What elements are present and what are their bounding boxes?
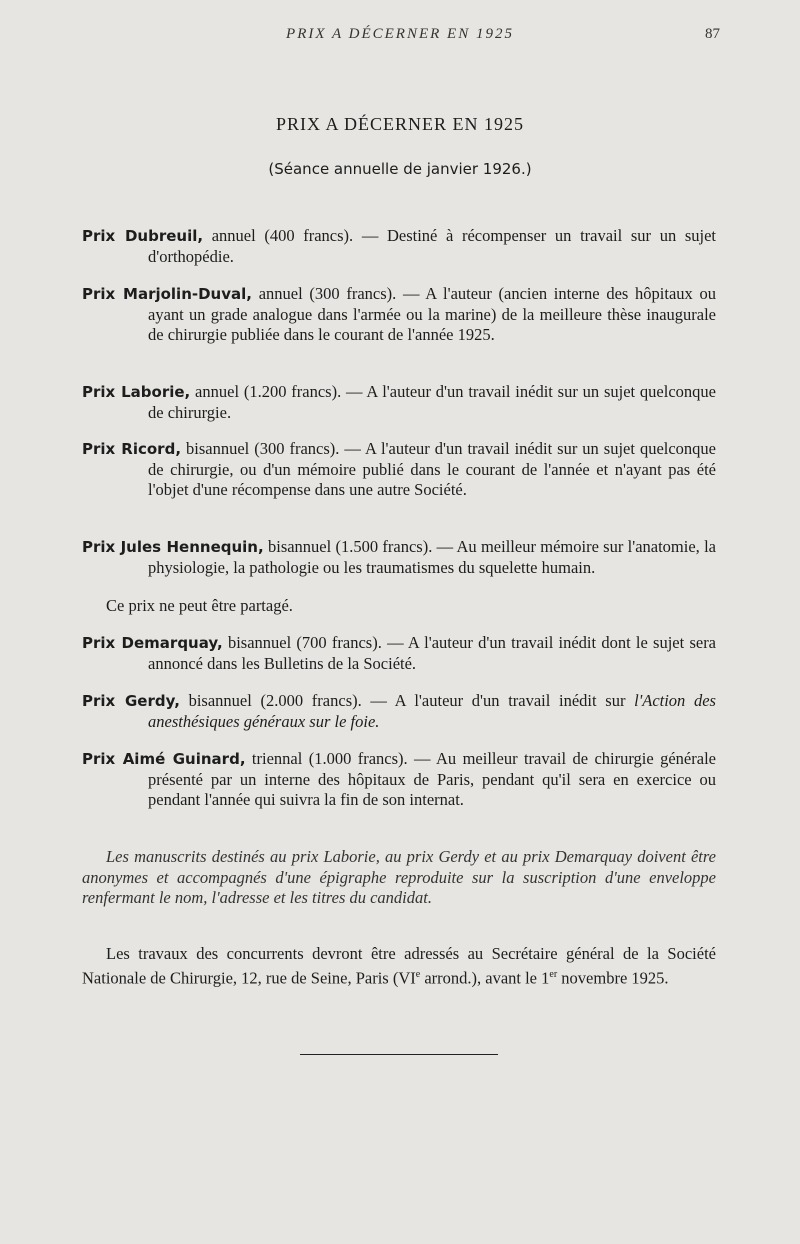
prize-demarquay xyxy=(82,633,716,674)
manuscripts-note: Les manuscrits destinés au prix Laborie, au prix Gerdy et au prix Demarquay doivent être anonymes et accompagnés d'une épigraphe reproduite sur la suscription d'une enveloppe renfermant le nom, l'adresse et les titres du candidat. xyxy=(82,847,716,908)
prize-description: bisannuel (1.500 francs). — Au meilleur mémoire sur l'anatomie, la physiologie, la pathologie ou les traumatismes du squelette humain. xyxy=(148,537,716,577)
prize-dubreuil xyxy=(82,226,716,267)
prize-gerdy xyxy=(82,691,716,732)
submission-text: arrond.), avant le 1 xyxy=(420,968,550,988)
submission-text: novembre 1925. xyxy=(557,968,669,988)
prize-laborie xyxy=(82,382,716,423)
prize-description: triennal (1.000 francs). — Au meilleur travail de chirurgie générale présenté par un interne des hôpitaux de Paris, pendant qu'il sera en exercice ou pendant l'année qui suivra la fin de son internat. xyxy=(148,749,716,810)
prize-name: Prix Laborie, xyxy=(82,383,191,401)
prize-name: Prix Ricord, xyxy=(82,440,182,458)
prize-description: bisannuel (2.000 francs). — A l'auteur d'un travail inédit sur xyxy=(179,691,635,710)
prize-jules-hennequin xyxy=(82,537,716,578)
prize-description: annuel (300 francs). — A l'auteur (ancien interne des hôpitaux ou ayant un grade analogue dans l'armée ou la marine) de la meilleure thèse inaugurale de chirurgie publiée dans le courant de l'année 1925. xyxy=(148,284,716,345)
prize-name: Prix Demarquay, xyxy=(82,634,223,652)
prize-description: bisannuel (300 francs). — A l'auteur d'un travail inédit sur un sujet quelconque de chirurgie, ou d'un mémoire publié dans le courant de l'année et n'ayant pas été l'objet d'une récompense dans une autre Société. xyxy=(148,439,716,500)
prize-name: Prix Aimé Guinard, xyxy=(82,750,246,768)
prize-name: Prix Gerdy, xyxy=(82,692,180,710)
closing-rule xyxy=(300,1054,498,1055)
prize-description: bisannuel (700 francs). — A l'auteur d'un travail inédit dont le sujet sera annoncé dans les Bulletins de la Société. xyxy=(148,633,717,673)
page-subtitle: (Séance annuelle de janvier 1926.) xyxy=(268,160,532,178)
prize-marjolin-duval xyxy=(82,284,716,346)
prize-aime-guinard xyxy=(82,749,716,811)
superscript: er xyxy=(549,968,558,980)
prize-description: annuel (400 francs). — Destiné à récompenser un travail sur un sujet d'orthopédie. xyxy=(148,226,717,266)
submission-text: Les travaux des concurrents devront être adressés au Secrétaire général de la Société Nationale de Chirurgie, 12, rue de Seine, Paris (VI xyxy=(82,944,716,988)
prize-topic: l'Action des anesthésiques généraux sur le foie. xyxy=(148,691,716,731)
submission-paragraph xyxy=(82,944,716,989)
prize-description: annuel (1.200 francs). — A l'auteur d'un travail inédit sur un sujet quelconque de chirurgie. xyxy=(148,382,716,422)
running-head: PRIX A DÉCERNER EN 1925 xyxy=(286,26,514,42)
hennequin-note: Ce prix ne peut être partagé. xyxy=(106,596,293,615)
prize-name: Prix Jules Hennequin, xyxy=(82,538,264,556)
page-number: 87 xyxy=(705,26,720,42)
superscript: e xyxy=(415,968,421,980)
prize-name: Prix Marjolin-Duval, xyxy=(82,285,252,303)
prize-name: Prix Dubreuil, xyxy=(82,227,204,245)
prize-ricord xyxy=(82,439,716,501)
page-title: PRIX A DÉCERNER EN 1925 xyxy=(275,114,525,134)
